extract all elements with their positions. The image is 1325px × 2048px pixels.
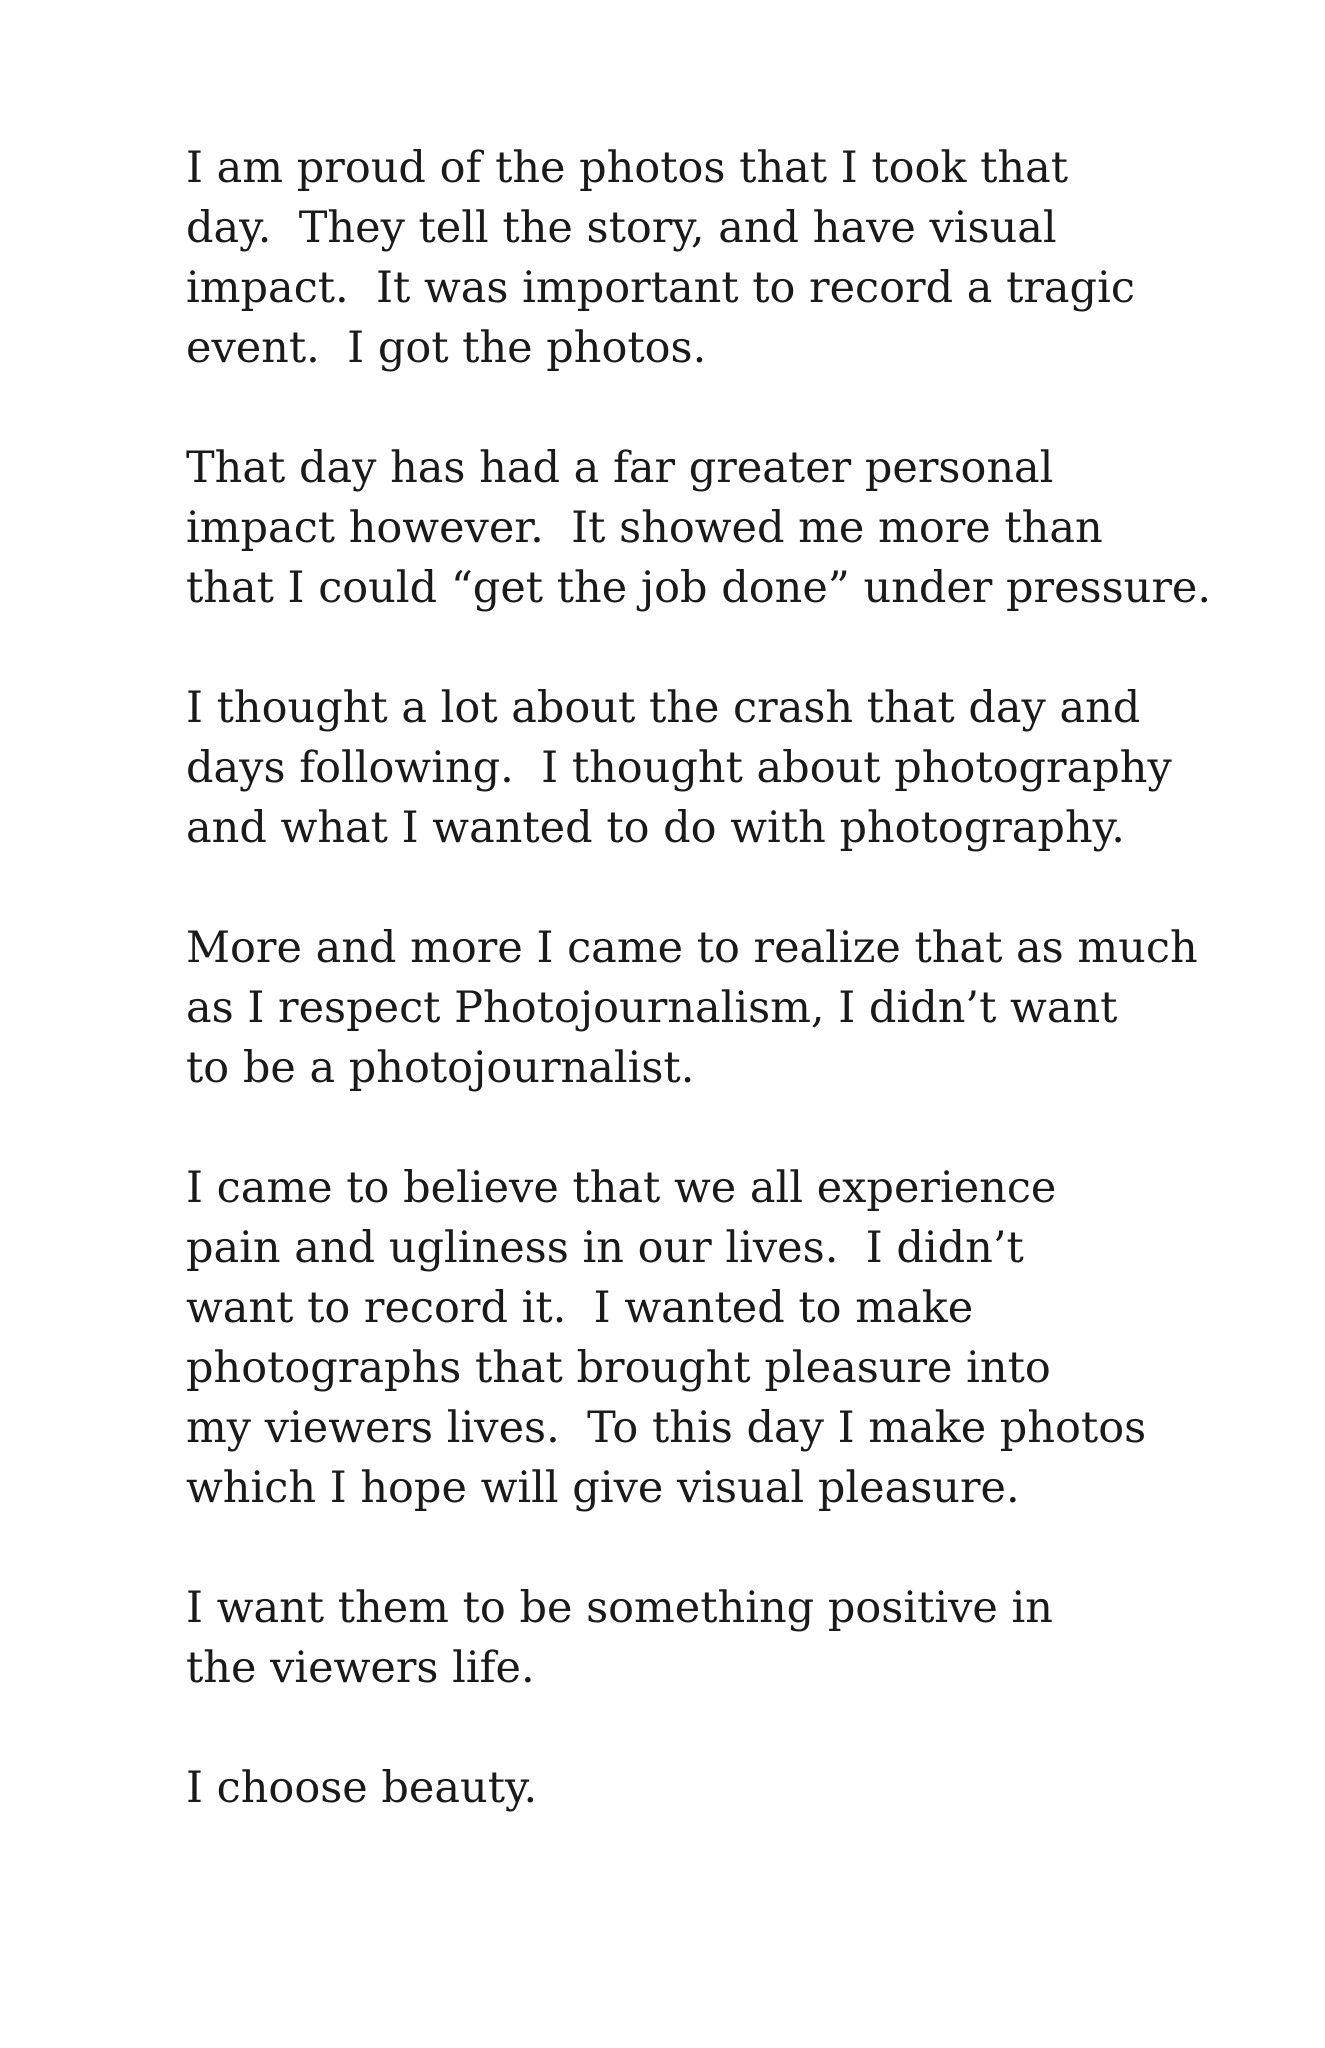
text-line: impact. It was important to record a tragic [186,263,1135,313]
text-line: More and more I came to realize that as much [186,923,1198,973]
text-line: the viewers life. [186,1643,535,1693]
paragraph-2 [186,438,1266,618]
text-line: I choose beauty. [186,1763,538,1813]
text-line: I am proud of the photos that I took that [186,143,1069,193]
paragraph-3 [186,678,1266,858]
paragraph-4 [186,918,1266,1098]
paragraph-5 [186,1158,1266,1518]
text-line: which I hope will give visual pleasure. [186,1463,1020,1513]
text-line: and what I wanted to do with photography. [186,803,1125,853]
text-line: That day has had a far greater personal [186,443,1054,493]
body-text [186,138,1266,1878]
text-line: my viewers lives. To this day I make photos [186,1403,1147,1453]
paragraph-7 [186,1758,1266,1818]
text-line: event. I got the photos. [186,323,707,373]
text-line: days following. I thought about photography [186,743,1172,793]
paragraph-6 [186,1578,1266,1698]
text-line: photographs that brought pleasure into [186,1343,1051,1393]
text-line: I thought a lot about the crash that day and [186,683,1141,733]
text-line: that I could “get the job done” under pressure. [186,563,1212,613]
text-line: I want them to be something positive in [186,1583,1053,1633]
text-line: as I respect Photojournalism, I didn’t want [186,983,1118,1033]
text-line: impact however. It showed me more than [186,503,1103,553]
paragraph-1 [186,138,1266,378]
text-line: to be a photojournalist. [186,1043,695,1093]
text-line: pain and ugliness in our lives. I didn’t [186,1223,1024,1273]
text-line: day. They tell the story, and have visual [186,203,1057,253]
text-line: want to record it. I wanted to make [186,1283,974,1333]
text-line: I came to believe that we all experience [186,1163,1057,1213]
